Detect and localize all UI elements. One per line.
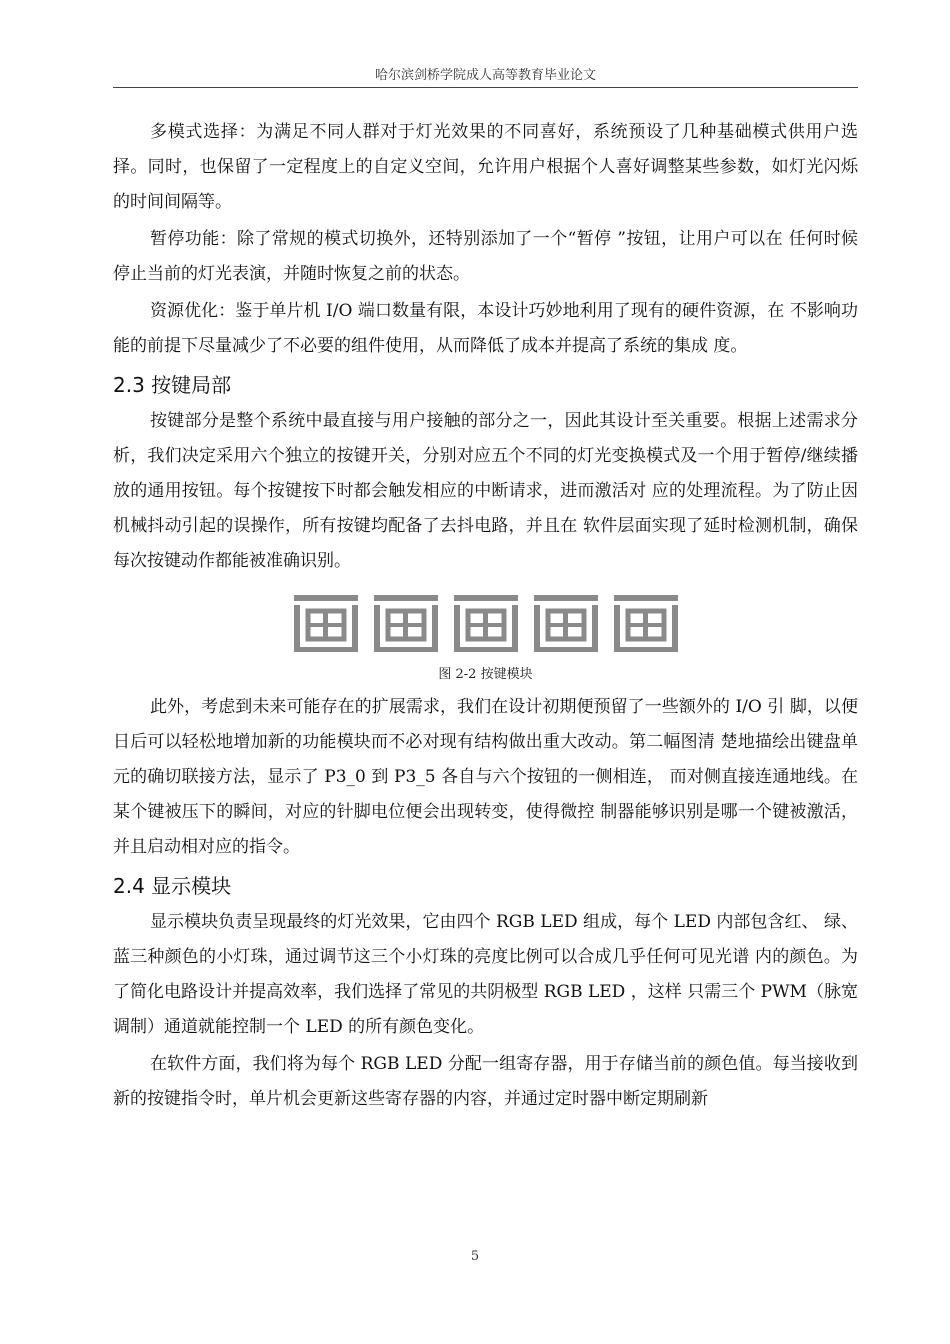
paragraph-multi-mode: 多模式选择：为满足不同人群对于灯光效果的不同喜好，系统预设了几种基础模式供用户选择。同时，也保留了一定程度上的自定义空间，允许用户根据个人喜好调整某些参数，如灯光闪烁的时间间隔等。 [113,122,858,212]
figure-caption: 图 2-2 按键模块 [438,667,533,682]
figure-key-module [113,591,858,659]
paragraph-io-expansion: 此外，考虑到未来可能存在的扩展需求，我们在设计初期便预留了一些额外的 I/O 引 脚，以便日后可以轻松地增加新的功能模块而不必对现有结构做出重大改动。第二幅图清 楚地描绘出键盘单元的确切联接方法，显示了 P3_0 到 P3_5 各自与六个按钮的一侧相连， 而对侧直接连通地线。在某个键被压下的瞬间，对应的针脚电位便会出现转变，使得微控 制器能够识别是哪一个键被激活，并且启动相对应的指令。 [113,697,858,857]
image-placeholder-icon [450,591,522,655]
section-heading-2-4: 2.4 显示模块 [113,874,232,898]
paragraph-software-registers: 在软件方面，我们将为每个 RGB LED 分配一组寄存器，用于存储当前的颜色值。每当接收到新的按键指令时，单片机会更新这些寄存器的内容，并通过定时器中断定期刷新 [113,1054,858,1109]
image-placeholder-icon [610,591,682,655]
paragraph-key-section: 按键部分是整个系统中最直接与用户接触的部分之一，因此其设计至关重要。根据上述需求分析，我们决定采用六个独立的按键开关，分别对应五个不同的灯光变换模式及一个用于暂停/继续播放的通用按钮。每个按键按下时都会触发相应的中断请求，进而激活对 应的处理流程。为了防止因机械抖动引起的误操作，所有按键均配备了去抖电路，并且在 软件层面实现了延时检测机制，确保每次按键动作都能被准确识别。 [113,411,858,571]
page-header: 哈尔滨剑桥学院成人高等教育毕业论文 [374,68,596,83]
image-placeholder-icon [290,591,362,655]
image-placeholder-icon [530,591,602,655]
paragraph-pause-function: 暂停功能：除了常规的模式切换外，还特别添加了一个“暂停 ”按钮，让用户可以在 任何时候停止当前的灯光表演，并随时恢复之前的状态。 [113,229,858,284]
page-number: 5 [470,1249,480,1264]
header-divider [113,87,858,88]
image-placeholder-icon [370,591,442,655]
section-heading-2-3: 2.3 按键局部 [113,373,232,397]
paragraph-display-module: 显示模块负责呈现最终的灯光效果，它由四个 RGB LED 组成，每个 LED 内部包含红、 绿、蓝三种颜色的小灯珠，通过调节这三个小灯珠的亮度比例可以合成几乎任何可见光谱 内的颜色。为了简化电路设计并提高效率，我们选择了常见的共阴极型 RGB LED ，这样 只需三个 PWM（脉宽调制）通道就能控制一个 LED 的所有颜色变化。 [113,912,858,1037]
page-body [113,115,858,1119]
paragraph-resource-optimization: 资源优化：鉴于单片机 I/O 端口数量有限，本设计巧妙地利用了现有的硬件资源，在 不影响功能的前提下尽量减少了不必要的组件使用，从而降低了成本并提高了系统的集成 度。 [113,301,858,356]
